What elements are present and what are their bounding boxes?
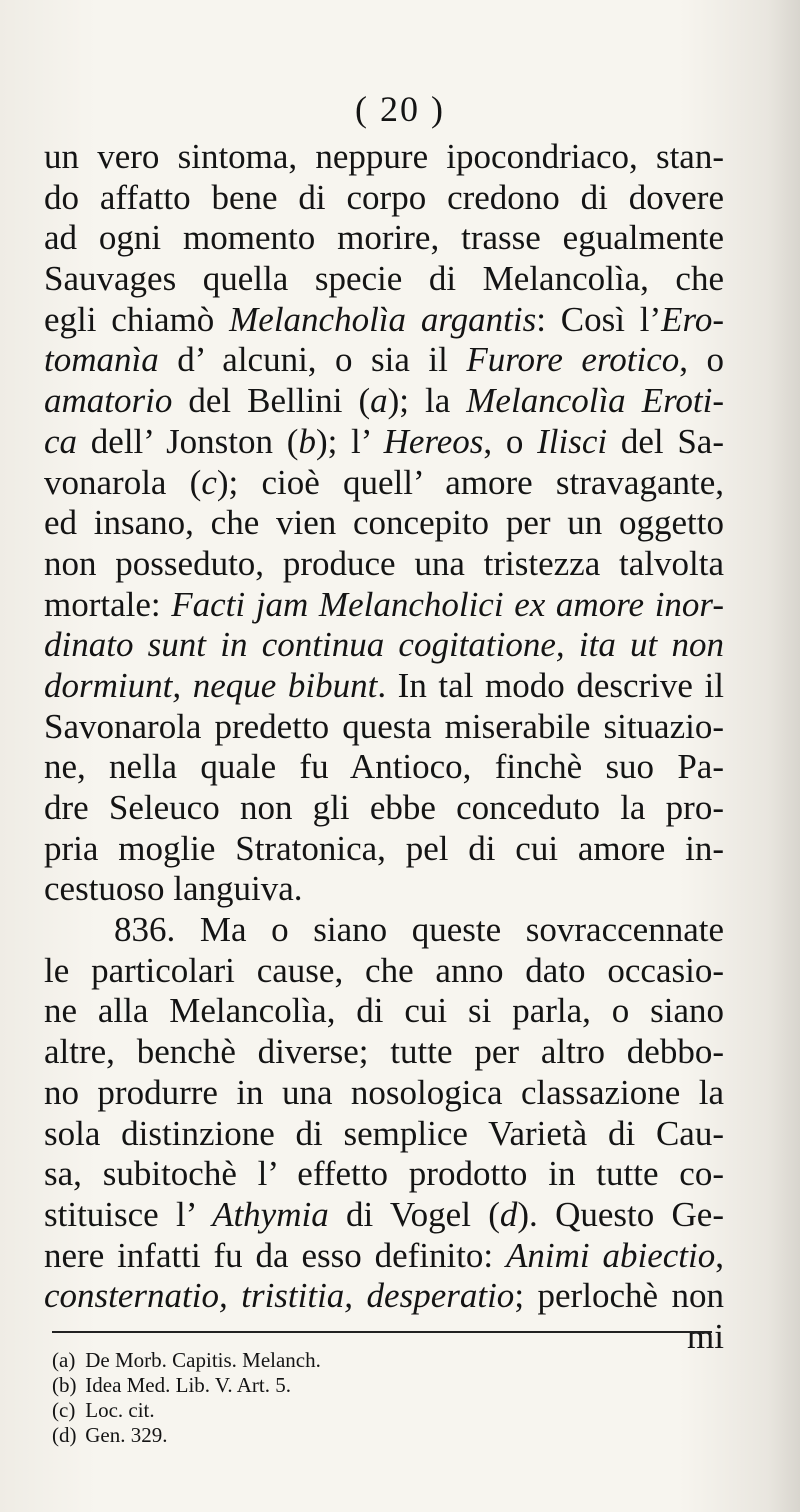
text-line — [44, 625, 724, 666]
text-line — [44, 788, 724, 829]
text-segment: ); la — [387, 381, 467, 421]
text-segment: d’ alcuni, o sia il — [158, 340, 467, 380]
footnote-separator — [52, 1331, 712, 1333]
italic-segment: Animi abiectio — [506, 1235, 716, 1275]
text-segment: ; perlochè non — [514, 1276, 724, 1316]
text-line — [44, 869, 724, 910]
text-line — [44, 910, 724, 951]
text-line — [44, 1236, 724, 1277]
italic-segment: amatorio — [44, 381, 173, 421]
italic-segment: Athymia — [212, 1194, 329, 1234]
italic-segment: Facti jam Melancholici ex amore inor- — [171, 584, 724, 624]
text-segment: ed insano, che vien concepito per un oggetto — [44, 503, 724, 543]
text-line — [44, 1032, 724, 1073]
italic-segment: dinato sunt in continua cogitatione, ita ut non — [44, 625, 724, 665]
italic-segment: d — [499, 1194, 518, 1234]
text-segment: . In tal modo descrive il — [377, 665, 724, 705]
text-line — [44, 503, 724, 544]
text-line — [44, 259, 724, 300]
text-line — [44, 1195, 724, 1236]
text-segment: non posseduto, produce una tristezza talvolta — [44, 543, 724, 583]
text-segment: , o — [483, 421, 538, 461]
text-segment: sola distinzione di semplice Varietà di Cau- — [44, 1113, 724, 1153]
text-line — [44, 1154, 724, 1195]
text-line — [44, 544, 724, 585]
text-segment: , — [715, 1235, 724, 1275]
footnote-text: Idea Med. Lib. V. Art. 5. — [80, 1373, 291, 1397]
text-line — [44, 707, 724, 748]
italic-segment: Ilisci — [537, 421, 608, 461]
text-segment: altre, benchè diverse; tutte per altro debbo- — [44, 1032, 724, 1072]
footnote-mark: (b) — [52, 1373, 77, 1397]
main-text-block — [44, 137, 724, 1358]
text-line — [44, 137, 724, 178]
text-segment: stituisce l’ — [44, 1194, 213, 1234]
text-segment: ); l’ — [315, 421, 384, 461]
italic-segment: a — [370, 381, 388, 421]
text-line — [44, 951, 724, 992]
italic-segment: consternatio, tristitia, desperatio — [44, 1276, 515, 1316]
text-line — [44, 1114, 724, 1155]
italic-segment: Melancolìa Eroti- — [466, 381, 724, 421]
italic-segment: Hereos — [383, 421, 484, 461]
page-number: ( 20 ) — [355, 89, 445, 129]
text-segment: di Vogel ( — [328, 1194, 500, 1234]
text-line — [44, 178, 724, 219]
text-line — [44, 300, 724, 341]
text-segment: ne alla Melancolìa, di cui si parla, o siano — [44, 991, 724, 1031]
text-segment: pria moglie Stratonica, pel di cui amore in- — [44, 828, 724, 868]
footnote — [52, 1348, 712, 1373]
text-line — [44, 381, 724, 422]
footnotes — [52, 1348, 712, 1448]
text-line — [44, 1073, 724, 1114]
text-segment: 836. Ma o siano queste sovraccennate — [114, 910, 724, 950]
text-segment: mi — [687, 1316, 724, 1356]
text-segment: Savonarola predetto questa miserabile situazio- — [44, 706, 724, 746]
text-segment: sa, subitochè l’ effetto prodotto in tutte co- — [44, 1154, 724, 1194]
text-segment: vonarola ( — [44, 462, 202, 502]
text-segment: nere infatti fu da esso definito: — [44, 1235, 507, 1275]
footnote-text: Loc. cit. — [80, 1398, 155, 1422]
footnote — [52, 1373, 712, 1398]
text-line — [44, 422, 724, 463]
footnote-text: Gen. 329. — [80, 1423, 168, 1447]
text-segment: un vero sintoma, neppure ipocondriaco, stan- — [44, 137, 724, 176]
text-segment: : Così l’ — [536, 299, 662, 339]
footnote — [52, 1423, 712, 1448]
italic-segment: dormiunt, neque bibunt — [44, 665, 378, 705]
text-segment: do affatto bene di corpo credono di dovere — [44, 177, 724, 217]
footnote-mark: (c) — [52, 1398, 76, 1422]
text-line — [44, 747, 724, 788]
italic-segment: c — [201, 462, 217, 502]
footnote-mark: (d) — [52, 1423, 77, 1447]
text-line — [44, 340, 724, 381]
footnote-mark: (a) — [52, 1348, 76, 1372]
text-segment: mortale: — [44, 584, 172, 624]
text-segment: ). Questo Ge- — [517, 1194, 724, 1234]
text-segment: del Bellini ( — [172, 381, 371, 421]
text-segment: dell’ Jonston ( — [77, 421, 299, 461]
text-segment: ); cioè quell’ amore stravagante, — [216, 462, 724, 502]
italic-segment: Ero- — [661, 299, 724, 339]
text-segment: le particolari cause, che anno dato occasio- — [44, 950, 724, 990]
text-line — [44, 463, 724, 504]
text-segment: , o — [679, 340, 724, 380]
text-line — [44, 218, 724, 259]
text-segment: Sauvages quella specie di Melancolìa, che — [44, 259, 724, 299]
italic-segment: tomanìa — [44, 340, 159, 380]
italic-segment: b — [298, 421, 316, 461]
text-line — [44, 585, 724, 626]
text-line — [44, 829, 724, 870]
text-line — [44, 666, 724, 707]
italic-segment: Melancholìa argantis — [229, 299, 537, 339]
footnote-text: De Morb. Capitis. Melanch. — [80, 1348, 321, 1372]
italic-segment: Furore erotico — [466, 340, 680, 380]
footnote — [52, 1398, 712, 1423]
text-segment: ad ogni momento morire, trasse egualmente — [44, 218, 724, 258]
text-segment: no produrre in una nosologica classazione la — [44, 1072, 724, 1112]
text-segment: ne, nella quale fu Antioco, finchè suo Pa- — [44, 747, 724, 787]
text-line — [44, 1276, 724, 1317]
text-segment: egli chiamò — [44, 299, 230, 339]
text-segment: cestuoso languiva. — [44, 869, 303, 909]
text-segment: dre Seleuco non gli ebbe conceduto la pro- — [44, 788, 724, 827]
text-line — [44, 991, 724, 1032]
italic-segment: ca — [44, 421, 78, 461]
text-segment: del Sa- — [607, 421, 724, 461]
